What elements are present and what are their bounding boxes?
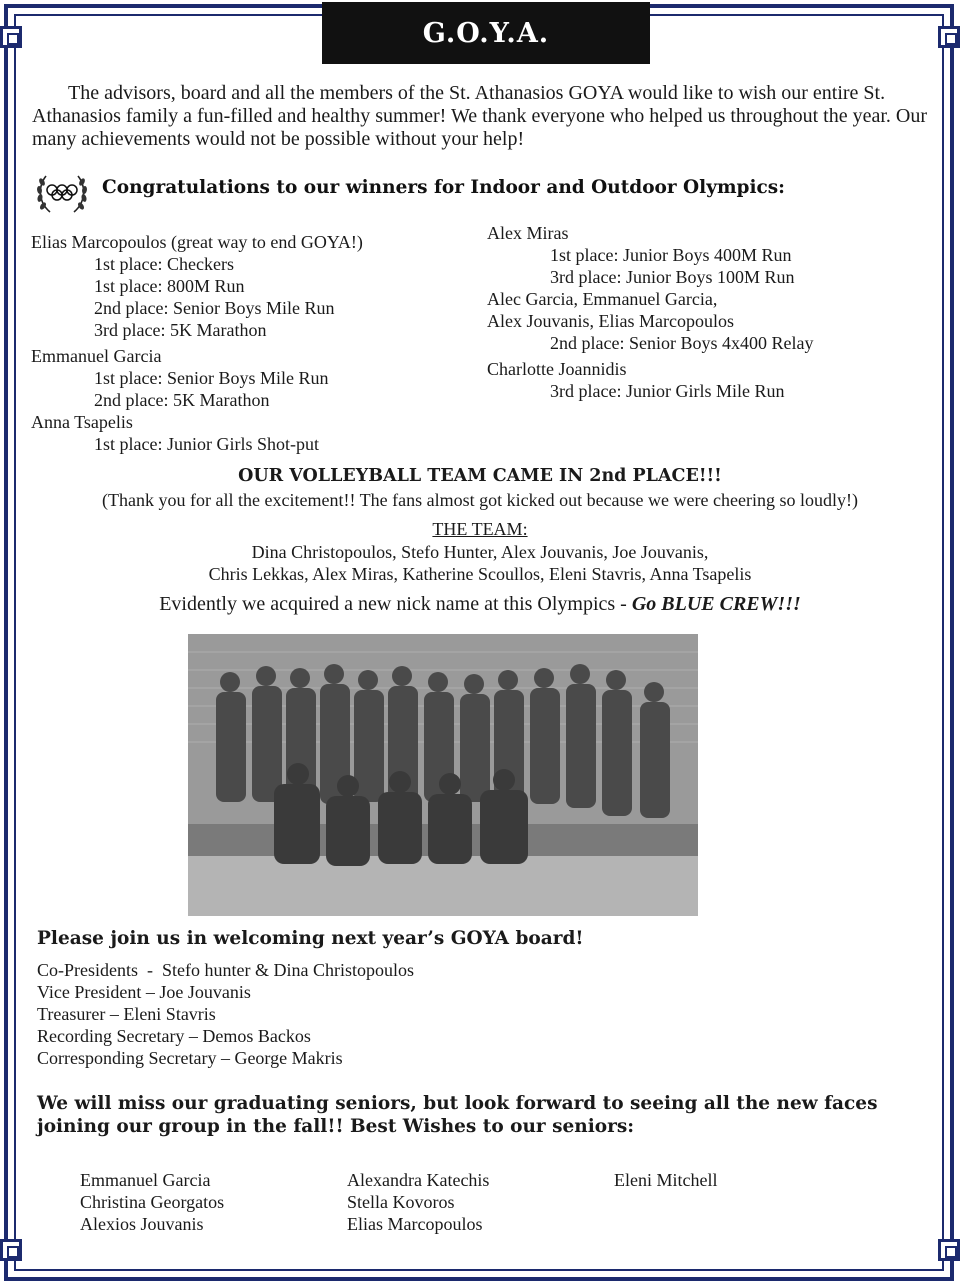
senior-name: Elias Marcopoulos: [347, 1214, 483, 1234]
winner-name: Charlotte Joannidis: [487, 359, 627, 379]
team-group-photo: [188, 634, 698, 916]
winners-left-column: [31, 231, 363, 455]
board-member: Recording Secretary – Demos Backos: [37, 1026, 311, 1046]
seniors-column-2: [347, 1169, 489, 1235]
team-members-line-1: Dina Christopoulos, Stefo Hunter, Alex Jouvanis, Joe Jouvanis,: [251, 542, 709, 562]
volleyball-thanks: (Thank you for all the excitement!! The fans almost got kicked out because we were cheering so loudly!): [102, 490, 858, 510]
winner-place: 1st place: Checkers: [94, 254, 234, 274]
senior-name: Alexios Jouvanis: [80, 1214, 204, 1234]
winner-name: Emmanuel Garcia: [31, 346, 162, 366]
seniors-heading: We will miss our graduating seniors, but look forward to seeing all the new faces joining our group in the fall!! Best Wishes to our seniors:: [37, 1093, 878, 1137]
corner-ornament-top-right: [938, 26, 960, 48]
nickname-value: Go BLUE CREW!!!: [631, 593, 801, 615]
team-label: THE TEAM:: [432, 519, 528, 539]
volleyball-heading: OUR VOLLEYBALL TEAM CAME IN 2nd PLACE!!!: [238, 466, 722, 486]
intro-paragraph: The advisors, board and all the members of the St. Athanasios GOYA would like to wish our entire St. Athanasios family a fun-filled and healthy summer! We thank everyone who helped us throughout the year. Our many achievements would not be possible without your help!: [32, 82, 927, 150]
seniors-column-1: [80, 1169, 224, 1235]
board-members-list: [37, 959, 414, 1069]
senior-name: Christina Georgatos: [80, 1192, 225, 1212]
winner-place: 3rd place: Junior Girls Mile Run: [550, 381, 785, 401]
seniors-column-3: [614, 1169, 717, 1191]
senior-name: Alexandra Katechis: [347, 1170, 490, 1190]
winner-place: 1st place: Junior Boys 400M Run: [550, 245, 792, 265]
nickname-line: [0, 593, 960, 615]
winner-place: 2nd place: Senior Boys 4x400 Relay: [550, 333, 814, 353]
winner-name: Alex Miras: [487, 223, 569, 243]
congrats-heading: Congratulations to our winners for Indoor and Outdoor Olympics:: [102, 177, 786, 198]
winner-place: 3rd place: 5K Marathon: [94, 320, 267, 340]
board-member: Co-Presidents - Stefo hunter & Dina Christopoulos: [37, 960, 414, 980]
corner-ornament-bottom-left: [0, 1239, 22, 1261]
olympic-rings-laurel-icon: [34, 168, 90, 218]
winner-place: 1st place: Senior Boys Mile Run: [94, 368, 329, 388]
team-members-line-2: Chris Lekkas, Alex Miras, Katherine Scoullos, Eleni Stavris, Anna Tsapelis: [208, 564, 752, 584]
winner-place: 2nd place: Senior Boys Mile Run: [94, 298, 335, 318]
winner-place: 2nd place: 5K Marathon: [94, 390, 270, 410]
nickname-text: Evidently we acquired a new nick name at this Olympics -: [159, 593, 627, 615]
corner-ornament-bottom-right: [938, 1239, 960, 1261]
board-member: Vice President – Joe Jouvanis: [37, 982, 251, 1002]
winner-place: 3rd place: Junior Boys 100M Run: [550, 267, 795, 287]
senior-name: Stella Kovoros: [347, 1192, 455, 1212]
team-label-row: [0, 518, 960, 540]
winner-place: 1st place: Junior Girls Shot-put: [94, 434, 319, 454]
winner-name: Alec Garcia, Emmanuel Garcia,: [487, 289, 718, 309]
board-heading: Please join us in welcoming next year’s GOYA board!: [37, 928, 584, 949]
senior-name: Eleni Mitchell: [614, 1170, 718, 1190]
winner-name: Alex Jouvanis, Elias Marcopoulos: [487, 311, 734, 331]
corner-ornament-top-left: [0, 26, 22, 48]
winner-name: Elias Marcopoulos (great way to end GOYA!): [31, 232, 363, 252]
winner-place: 1st place: 800M Run: [94, 276, 245, 296]
winners-right-column: [487, 222, 813, 402]
board-member: Treasurer – Eleni Stavris: [37, 1004, 216, 1024]
page-title: G.O.Y.A.: [322, 2, 650, 64]
board-member: Corresponding Secretary – George Makris: [37, 1048, 343, 1068]
winner-name: Anna Tsapelis: [31, 412, 133, 432]
senior-name: Emmanuel Garcia: [80, 1170, 211, 1190]
